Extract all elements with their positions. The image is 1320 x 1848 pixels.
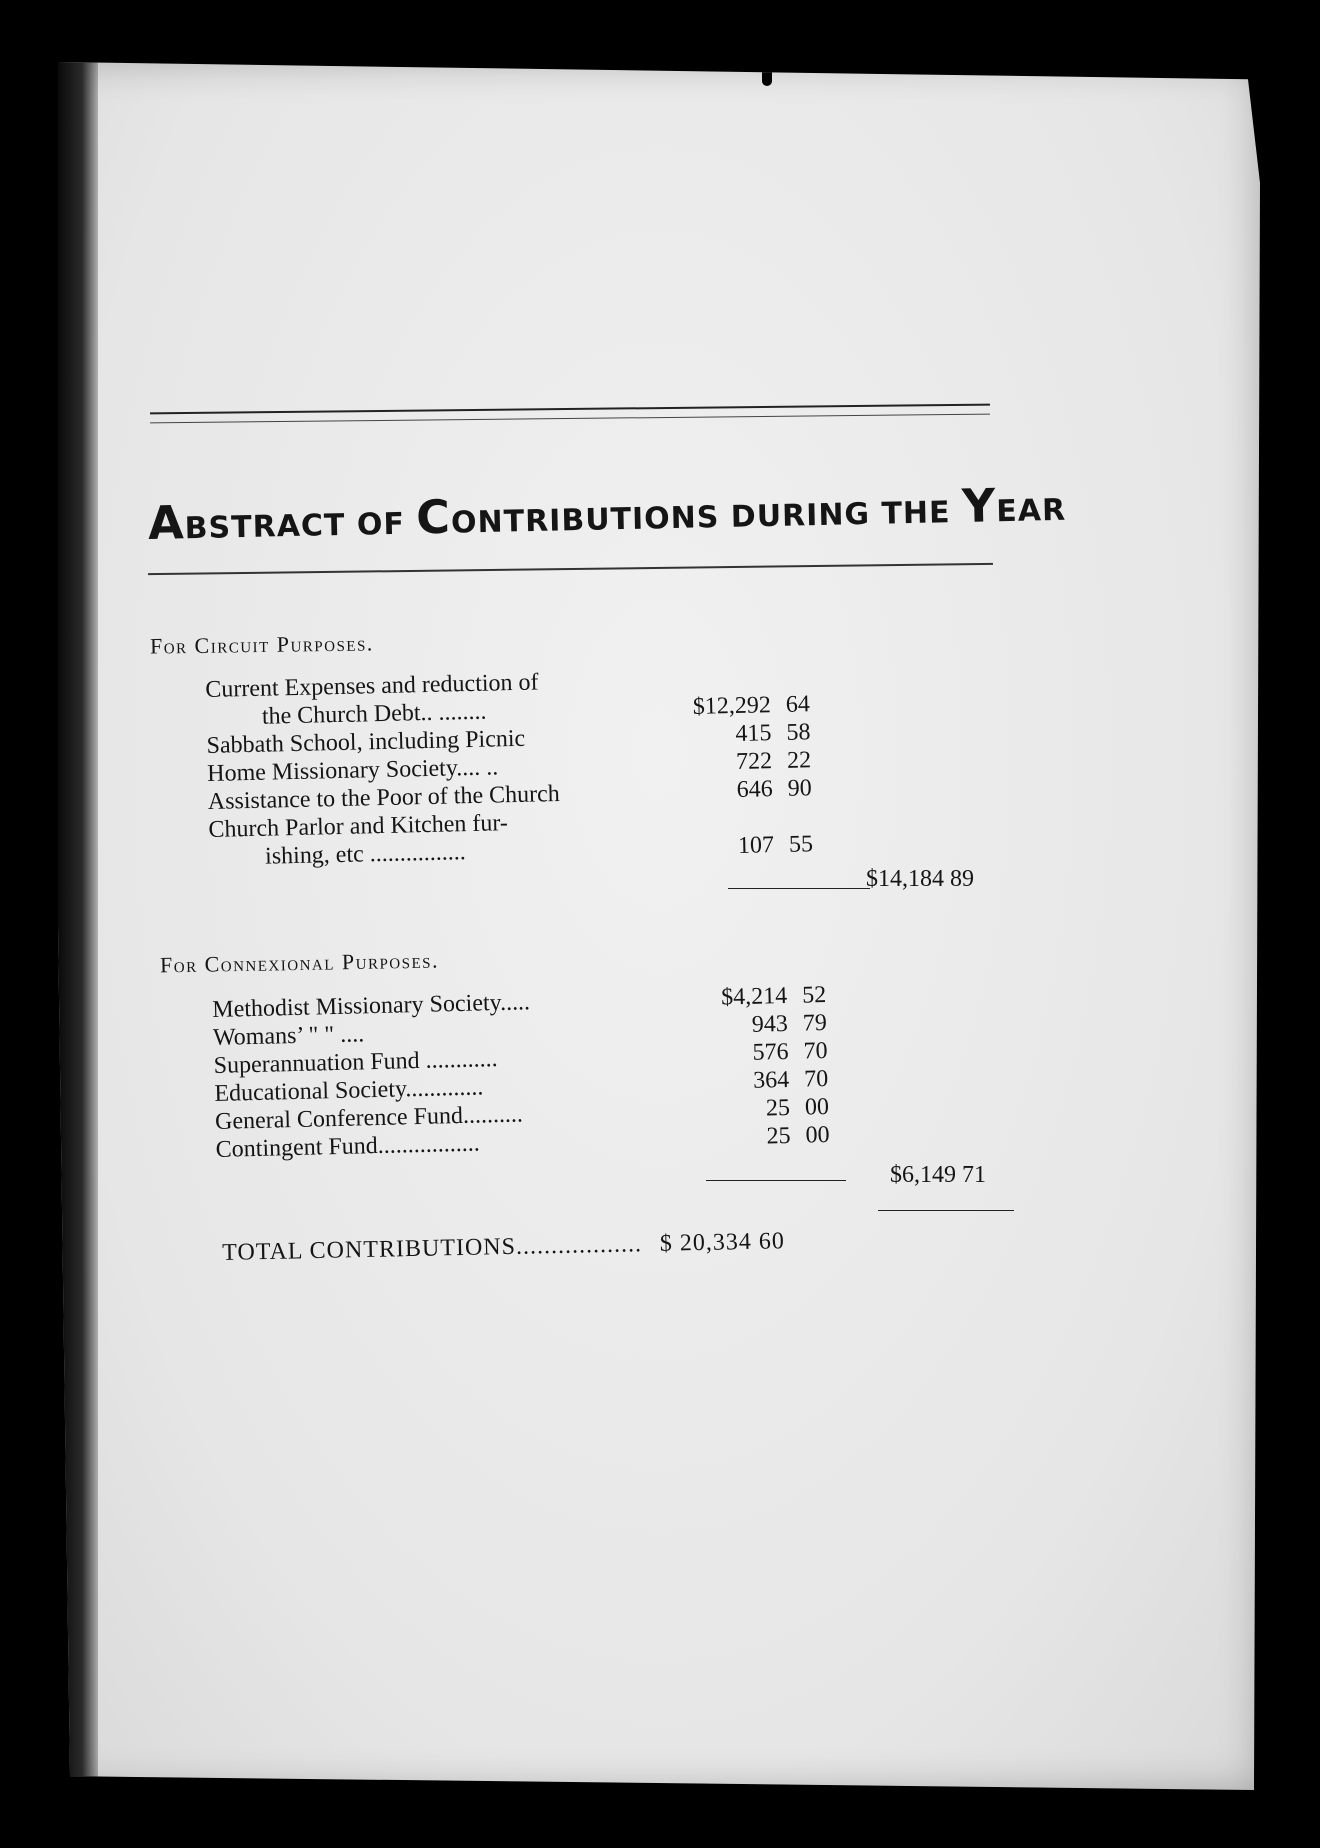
- section-heading-connexional: For Connexional Purposes.: [159, 947, 440, 978]
- section-heading-circuit: For Circuit Purposes.: [149, 630, 375, 659]
- table-row: General Conference Fund.......... 25 00: [214, 1093, 830, 1135]
- subtotal-circuit: $14,184 89: [866, 866, 974, 892]
- subtotal-connexional: $6,149 71: [890, 1162, 986, 1188]
- table-row: Contingent Fund................. 25 00: [215, 1121, 830, 1163]
- subtotal-rule-connexional: [878, 1210, 1014, 1211]
- table-row: Assistance to the Poor of the Church 646 90: [207, 775, 812, 815]
- table-row: Educational Society............. 364 70: [214, 1065, 829, 1107]
- total-amount: $ 20,334 60: [659, 1228, 786, 1257]
- circuit-table: [205, 657, 1029, 872]
- table-row: Superannuation Fund ............ 576 70: [213, 1037, 828, 1079]
- table-row: Womans’ " " .... 943 79: [212, 1009, 828, 1051]
- subtotal-rule-circuit: [728, 888, 870, 889]
- page-notch: [762, 58, 772, 86]
- table-row: the Church Debt.. ........ $12,292 64: [261, 691, 811, 730]
- document-page: [58, 62, 1260, 1790]
- table-row: Sabbath School, including Picnic 415 58: [206, 719, 811, 759]
- total-label: TOTAL CONTRIBUTIONS..................: [222, 1231, 643, 1266]
- table-row: Current Expenses and reduction of: [205, 669, 539, 703]
- table-row: Home Missionary Society.... .. 722 22: [206, 747, 812, 787]
- table-row: Church Parlor and Kitchen fur-: [208, 810, 509, 843]
- table-row: ishing, etc ................ 107 55: [264, 831, 814, 870]
- table-row: Methodist Missionary Society..... $4,214 52: [212, 981, 827, 1023]
- column-rule-connexional: [706, 1180, 846, 1181]
- binding-spine: [58, 62, 98, 1790]
- page-title: ABSTRACT OF CONTRIBUTIONS DURING THE YEAR: [147, 478, 1067, 550]
- connexional-table: [212, 976, 1036, 1164]
